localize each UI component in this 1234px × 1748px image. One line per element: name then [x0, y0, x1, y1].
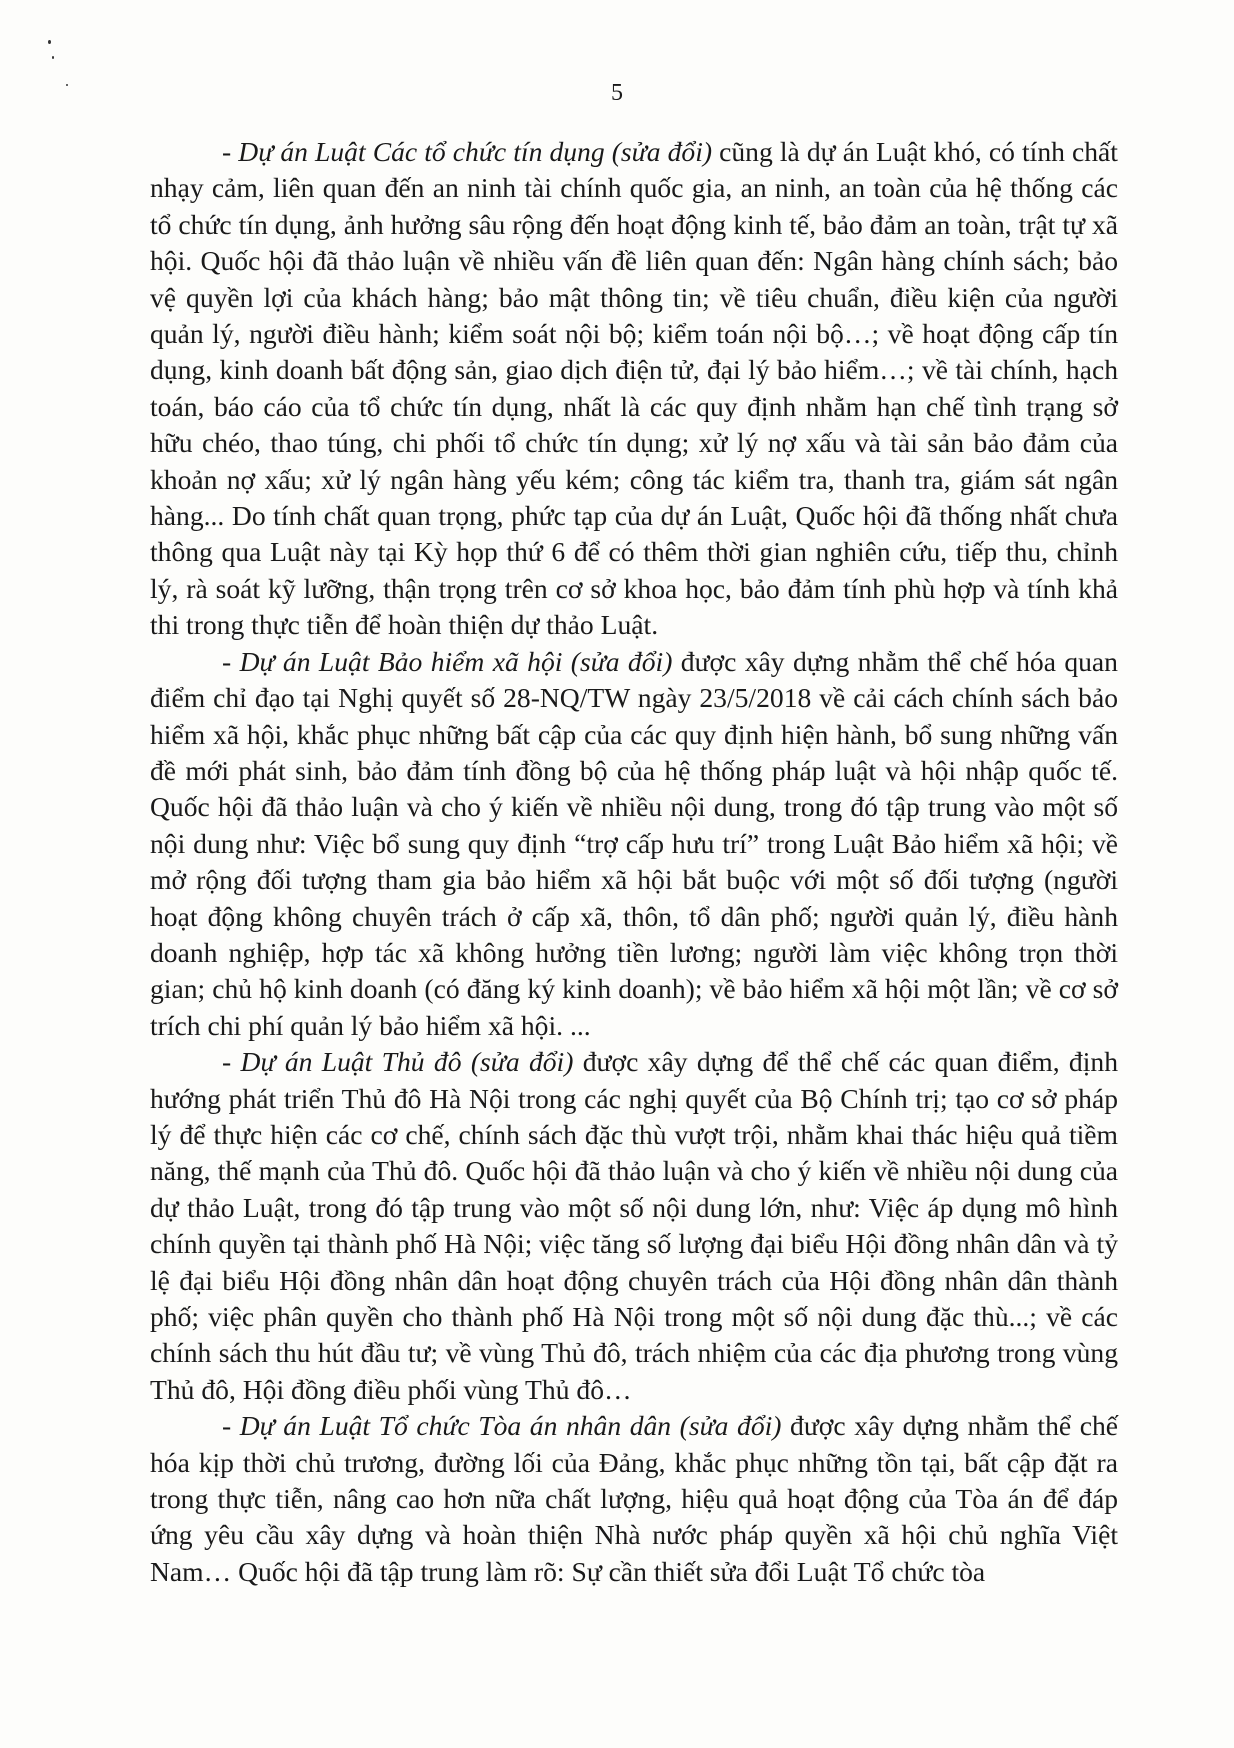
paragraph-text: cũng là dự án Luật khó, có tính chất nhạy cảm, liên quan đến an ninh tài chính quốc gia, an ninh, an toàn của hệ thống các tổ chức tín dụng, ảnh hưởng sâu rộng đến hoạt động kinh tế, bảo đảm an toàn, trật tự xã hội. Quốc hội đã thảo luận về nhiều vấn đề liên quan đến: Ngân hàng chính sách; bảo vệ quyền lợi của khách hàng; bảo mật thông tin; về tiêu chuẩn, điều kiện của người quản lý, người điều hành; kiểm soát nội bộ; kiểm toán nội bộ…; về hoạt động cấp tín dụng, kinh doanh bất động sản, giao dịch điện tử, đại lý bảo hiểm…; về tài chính, hạch toán, báo cáo của tổ chức tín dụng, nhất là các quy định nhằm hạn chế tình trạng sở hữu chéo, thao túng, chi phối tổ chức tín dụng; xử lý nợ xấu và tài sản bảo đảm của khoản nợ xấu; xử lý ngân hàng yếu kém; công tác kiểm tra, thanh tra, giám sát ngân hàng... Do tính chất quan trọng, phức tạp của dự án Luật, Quốc hội đã thống nhất chưa thông qua Luật này tại Kỳ họp thứ 6 để có thêm thời gian nghiên cứu, tiếp thu, chỉnh lý, rà soát kỹ lưỡng, thận trọng trên cơ sở khoa học, bảo đảm tính phù hợp và tính khả thi trong thực tiễn để hoàn thiện dự thảo Luật. — [150, 136, 1118, 641]
paragraph-heading: - Dự án Luật Tổ chức Tòa án nhân dân (sửa đổi) — [222, 1410, 782, 1442]
paragraph-heading: - Dự án Luật Bảo hiểm xã hội (sửa đổi) — [222, 645, 673, 677]
paragraph-text: được xây dựng nhằm thể chế hóa kịp thời chủ trương, đường lối của Đảng, khắc phục những tồn tại, bất cập đặt ra trong thực tiễn, nâng cao hơn nữa chất lượng, hiệu quả hoạt động của Tòa án để đáp ứng yêu cầu xây dựng và hoàn thiện Nhà nước pháp quyền xã hội chủ nghĩa Việt Nam… Quốc hội đã tập trung làm rõ: Sự cần thiết sửa đổi Luật Tổ chức tòa — [150, 1410, 1118, 1587]
paragraph-text: được xây dựng nhằm thể chế hóa quan điểm chỉ đạo tại Nghị quyết số 28-NQ/TW ngày 23/5/2018 về cải cách chính sách bảo hiểm xã hội, khắc phục những bất cập của các quy định hiện hành, bổ sung những vấn đề mới phát sinh, bảo đảm tính đồng bộ của hệ thống pháp luật và hội nhập quốc tế. Quốc hội đã thảo luận và cho ý kiến về nhiều nội dung, trong đó tập trung vào một số nội dung như: Việc bổ sung quy định “trợ cấp hưu trí” trong Luật Bảo hiểm xã hội; về mở rộng đối tượng tham gia bảo hiểm xã hội bắt buộc với một số đối tượng (người hoạt động không chuyên trách ở cấp xã, thôn, tổ dân phố; người quản lý, điều hành doanh nghiệp, hợp tác xã không hưởng tiền lương; người làm việc không trọn thời gian; chủ hộ kinh doanh (có đăng ký kinh doanh); về bảo hiểm xã hội một lần; về cơ sở trích chi phí quản lý bảo hiểm xã hội. ... — [150, 645, 1118, 1041]
scan-speck-1 — [48, 40, 51, 44]
paragraph-heading: - Dự án Luật Thủ đô (sửa đổi) — [222, 1046, 574, 1078]
paragraph-peoples-court-law — [150, 1408, 1118, 1590]
scan-speck-2 — [52, 56, 54, 59]
paragraph-capital-law — [150, 1044, 1118, 1408]
paragraph-social-insurance-law — [150, 644, 1118, 1044]
paragraph-text: được xây dựng để thể chế các quan điểm, định hướng phát triển Thủ đô Hà Nội trong các nghị quyết của Bộ Chính trị; tạo cơ sở pháp lý để thực hiện các cơ chế, chính sách đặc thù vượt trội, nhằm khai thác hiệu quả tiềm năng, thế mạnh của Thủ đô. Quốc hội đã thảo luận và cho ý kiến về nhiều nội dung của dự thảo Luật, trong đó tập trung vào một số nội dung lớn, như: Việc áp dụng mô hình chính quyền tại thành phố Hà Nội; việc tăng số lượng đại biểu Hội đồng nhân dân và tỷ lệ đại biểu Hội đồng nhân dân hoạt động chuyên trách của Hội đồng nhân dân thành phố; việc phân quyền cho thành phố Hà Nội trong một số nội dung đặc thù...; về các chính sách thu hút đầu tư; về vùng Thủ đô, trách nhiệm của các địa phương trong vùng Thủ đô, Hội đồng điều phối vùng Thủ đô… — [150, 1046, 1118, 1405]
paragraph-credit-institutions-law — [150, 134, 1118, 644]
page-number: 5 — [611, 80, 623, 106]
paragraph-heading: - Dự án Luật Các tổ chức tín dụng (sửa đổi) — [222, 136, 713, 167]
document-body — [150, 134, 1118, 1590]
